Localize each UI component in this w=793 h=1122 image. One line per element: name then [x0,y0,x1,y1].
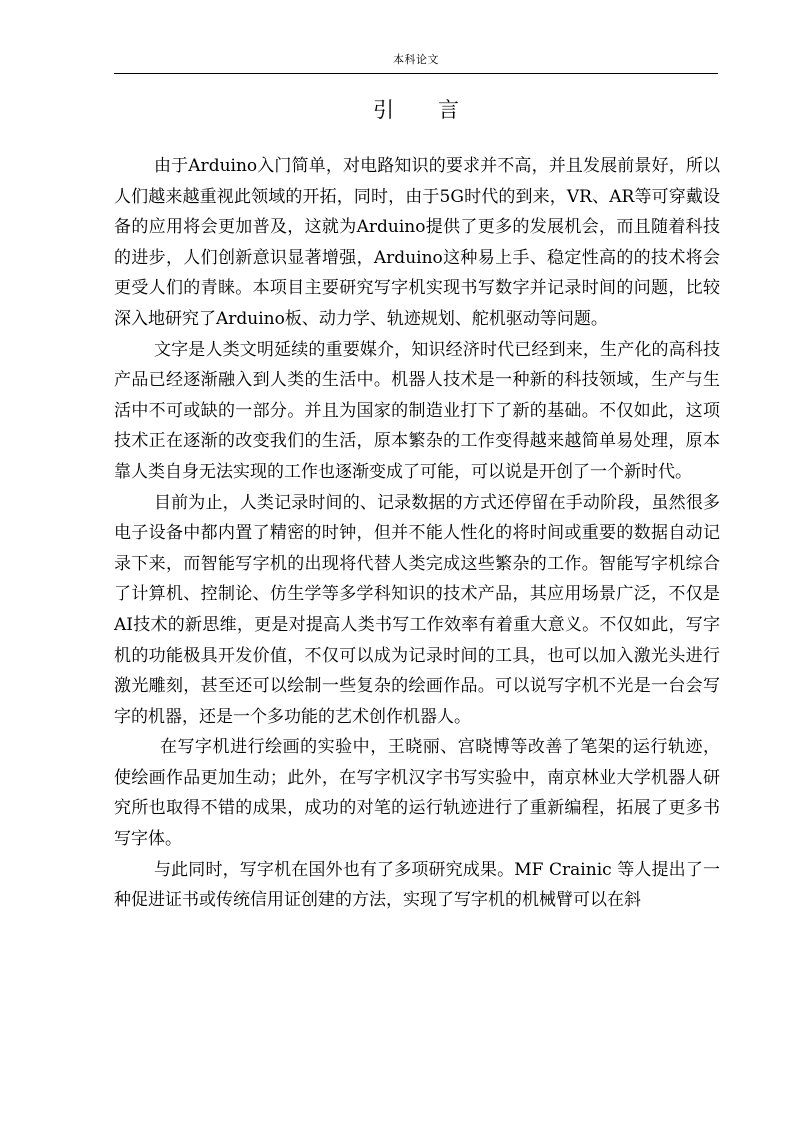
paragraph-5: 与此同时，写字机在国外也有了多项研究成果。MF Crainic 等人提出了一种促进证书或传统信用证创建的方法，实现了写字机的机械臂可以在斜 [114,859,720,911]
chapter-title: 引言 [373,98,503,122]
paragraph-4: 在写字机进行绘画的实验中，王晓丽、宫晓博等改善了笔架的运行轨迹，使绘画作品更加生动；此外，在写字机汉字书写实验中，南京林业大学机器人研究所也取得不错的成果，成功的对笔的运行轨迹进行了重新编程，拓展了更多书写字体。 [114,737,720,850]
paragraph-2: 文字是人类文明延续的重要媒介，知识经济时代已经到来，生产化的高科技产品已经逐渐融入到人类的生活中。机器人技术是一种新的科技领域，生产与生活中不可或缺的一部分。并且为国家的制造业打下了新的基础。不仅如此，这项技术正在逐渐的改变我们的生活，原本繁杂的工作变得越来越简单易处理，原本靠人类自身无法实现的工作也逐渐变成了可能，可以说是开创了一个新时代。 [114,339,720,482]
body-text [114,151,720,916]
running-header: 本科论文 [393,53,439,66]
header-rule [114,73,718,74]
paragraph-1: 由于Arduino入门简单，对电路知识的要求并不高，并且发展前景好，所以人们越来越重视此领域的开拓，同时，由于5G时代的到来，VR、AR等可穿戴设备的应用将会更加普及，这就为Arduino提供了更多的发展机会，而且随着科技的进步，人们创新意识显著增强，Arduino这种易上手、稳定性高的的技术将会更受人们的青睐。本项目主要研究写字机实现书写数字并记录时间的问题，比较深入地研究了Arduino板、动力学、轨迹规划、舵机驱动等问题。 [114,156,720,329]
paragraph-3: 目前为止，人类记录时间的、记录数据的方式还停留在手动阶段，虽然很多电子设备中都内置了精密的时钟，但并不能人性化的将时间或重要的数据自动记录下来，而智能写字机的出现将代替人类完成这些繁杂的工作。智能写字机综合了计算机、控制论、仿生学等多学科知识的技术产品，其应用场景广泛，不仅是AI技术的新思维，更是对提高人类书写工作效率有着重大意义。不仅如此，写字机的功能极具开发价值，不仅可以成为记录时间的工具，也可以加入激光头进行激光雕刻，甚至还可以绘制一些复杂的绘画作品。可以说写字机不光是一台会写字的机器，还是一个多功能的艺术创作机器人。 [114,492,720,727]
